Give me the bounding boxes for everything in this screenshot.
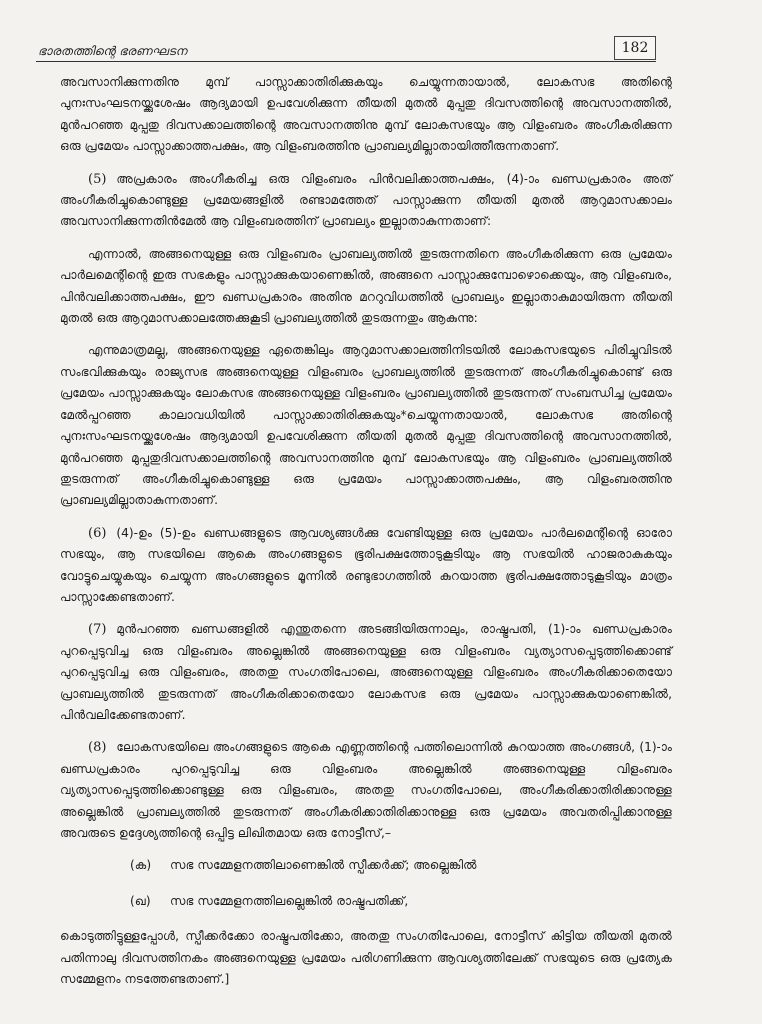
header-divider [36,61,656,62]
clause-5-number: (5) [88,171,107,187]
sub-item-b [130,891,672,912]
sub-item-a [130,855,672,876]
clause-8 [60,737,672,844]
clause-7 [60,619,672,726]
sub-item-b-label: (ഖ) [130,893,151,908]
sub-item-b-text: സഭ സമ്മേളനത്തിലല്ലെങ്കിൽ രാഷ്ട്രപതിക്ക്, [170,893,409,908]
page-number: 182 [614,36,656,60]
paragraph-continued: അവസാനിക്കുന്നതിനു മുമ്പ് പാസ്സാക്കാതിരിക്കുകയും ചെയ്യുന്നതായാൽ, ലോകസഭ അതിന്റെ പുനഃസംഘടനയ്ക്കുശേഷം ആദ്യമായി ഉപവേശിക്കുന്ന തീയതി മുതൽ മുപ്പതു ദിവസത്തിന്റെ അവസാനത്തിൽ, മുൻപറഞ്ഞ മുപ്പതു ദിവസക്കാലത്തിന്റെ അവസാനത്തിനു മുമ്പ് ലോകസഭയും ആ വിളംബരം അംഗീകരിക്കുന്ന ഒരു പ്രമേയം പാസ്സാക്കാത്തപക്ഷം, ആ വിളംബരത്തിനു പ്രാബല്യമില്ലാതായിത്തീരുന്നതാണ്. [60,75,672,154]
clause-8-text: ലോകസഭയിലെ അംഗങ്ങളുടെ ആകെ എണ്ണത്തിന്റെ പത്തിലൊന്നിൽ കുറയാത്ത അംഗങ്ങൾ, (1)-ാം ഖണ്ഡപ്രകാരം പുറപ്പെടുവിച്ച ഒരു വിളംബരം അല്ലെങ്കിൽ അങ്ങനെയുള്ള വിളംബരം വ്യത്യാസപ്പെടുത്തിക്കൊണ്ടുള്ള ഒരു വിളംബരം, അതതു സംഗതിപോലെ, അംഗീകരിക്കാതിരിക്കാനുള്ള അല്ലെങ്കിൽ പ്രാബല്യത്തിൽ തുടരുന്നത് അംഗീകരിക്കാതിരിക്കാനുള്ള ഒരു പ്രമേയം അവതരിപ്പിക്കാനുള്ള അവരുടെ ഉദ്ദേശ്യത്തിന്റെ ഒപ്പിട്ട ലിഖിതമായ ഒരു നോട്ടീസ്,– [60,740,672,840]
running-header-title: ഭാരതത്തിന്റെ ഭരണഘടന [38,44,187,58]
clause-6-number: (6) [88,525,107,541]
clause-5-proviso-2: എന്നുമാത്രമല്ല, അങ്ങനെയുള്ള ഏതെങ്കിലും ആറുമാസക്കാലത്തിനിടയിൽ ലോകസഭയുടെ പിരിച്ചുവിടൽ സംഭവിക്കുകയും രാജ്യസഭ അങ്ങനെയുള്ള വിളംബരം പ്രാബല്യത്തിൽ തുടരുന്നത് അംഗീകരിച്ചുകൊണ്ട് ഒരു പ്രമേയം പാസ്സാക്കുകയും ലോകസഭ അങ്ങനെയുള്ള വിളംബരം പ്രാബല്യത്തിൽ തുടരുന്നത് സംബന്ധിച്ച പ്രമേയം മേൽപ്പറഞ്ഞ കാലാവധിയിൽ പാസ്സാക്കാതിരിക്കുകയും*ചെയ്യുന്നതായാൽ, ലോകസഭ അതിന്റെ പുനഃസംഘടനയ്ക്കുശേഷം ആദ്യമായി ഉപവേശിക്കുന്ന തീയതി മുതൽ മുപ്പതു ദിവസത്തിന്റെ അവസാനത്തിൽ, മുൻപറഞ്ഞ മുപ്പതുദിവസക്കാലത്തിന്റെ അവസാനത്തിനു മുമ്പ് ലോകസഭയും ആ വിളംബരം പ്രാബല്യത്തിൽ തുടരുന്നത് അംഗീകരിച്ചുകൊണ്ടുള്ള ഒരു പ്രമേയം പാസ്സാക്കാത്തപക്ഷം, ആ വിളംബരത്തിനു പ്രാബല്യമില്ലാതാകുന്നതാണ്. [60,343,672,508]
clause-5 [60,169,672,233]
clause-6 [60,523,672,609]
clause-7-text: മുൻപറഞ്ഞ ഖണ്ഡങ്ങളിൽ എന്തുതന്നെ അടങ്ങിയിരുന്നാലും, രാഷ്ട്രപതി, (1)-ാം ഖണ്ഡപ്രകാരം പുറപ്പെടുവിച്ച ഒരു വിളംബരം അല്ലെങ്കിൽ അങ്ങനെയുള്ള ഒരു വിളംബരം വ്യത്യാസപ്പെടുത്തിക്കൊണ്ട് പുറപ്പെടുവിച്ച ഒരു വിളംബരം, അതതു സംഗതിപോലെ, അങ്ങനെയുള്ള വിളംബരം അംഗീകരിക്കാതെയോ പ്രാബല്യത്തിൽ തുടരുന്നത് അംഗീകരിക്കാതെയോ ലോകസഭ ഒരു പ്രമേയം പാസ്സാക്കുകയാണെങ്കിൽ, പിൻവലിക്കേണ്ടതാണ്. [60,622,672,722]
sub-item-a-text: സഭ സമ്മേളനത്തിലാണെങ്കിൽ സ്പീക്കർക്ക്; അല്ലെങ്കിൽ [170,858,477,873]
clause-8-conclusion: കൊടുത്തിട്ടുള്ളപ്പോൾ, സ്പീക്കർക്കോ രാഷ്ട്രപതിക്കോ, അതതു സംഗതിപോലെ, നോട്ടീസ് കിട്ടിയ തീയതി മുതൽ പതിന്നാലു ദിവസത്തിനകം അങ്ങനെയുള്ള പ്രമേയം പരിഗണിക്കുന്ന ആവശ്യത്തിലേക്ക് സഭയുടെ ഒരു പ്രത്യേക സമ്മേളനം നടത്തേണ്ടതാണ്.] [60,929,672,987]
clause-7-number: (7) [88,622,107,638]
document-body [60,72,672,1001]
clause-8-number: (8) [88,740,107,756]
clause-5-text: അപ്രകാരം അംഗീകരിച്ച ഒരു വിളംബരം പിൻവലിക്കാത്തപക്ഷം, (4)-ാം ഖണ്ഡപ്രകാരം അത് അംഗീകരിച്ചുകൊണ്ടുള്ള പ്രമേയങ്ങളിൽ രണ്ടാമത്തേത് പാസ്സാക്കുന്ന തീയതി മുതൽ ആറുമാസക്കാലം അവസാനിക്കുന്നതിൻമേൽ ആ വിളംബരത്തിന് പ്രാബല്യം ഇല്ലാതാകുന്നതാണ്: [60,171,672,229]
sub-item-a-label: (ക) [130,858,152,873]
clause-5-proviso-1: എന്നാൽ, അങ്ങനെയുള്ള ഒരു വിളംബരം പ്രാബല്യത്തിൽ തുടരുന്നതിനെ അംഗീകരിക്കുന്ന ഒരു പ്രമേയം പാർലമെന്റിന്റെ ഇരു സഭകളും പാസ്സാക്കുകയാണെങ്കിൽ, അങ്ങനെ പാസ്സാക്കുമ്പോഴൊക്കെയും, ആ വിളംബരം, പിൻവലിക്കാത്തപക്ഷം, ഈ ഖണ്ഡപ്രകാരം അതിനു മററുവിധത്തിൽ പ്രാബല്യം ഇല്ലാതാകുമായിരുന്ന തീയതി മുതൽ ഒരു ആറുമാസക്കാലത്തേക്കുകൂടി പ്രാബല്യത്തിൽ തുടരുന്നതും ആകുന്നു: [60,246,672,326]
clause-6-text: (4)-ഉം (5)-ഉം ഖണ്ഡങ്ങളുടെ ആവശ്യങ്ങൾക്കു വേണ്ടിയുള്ള ഒരു പ്രമേയം പാർലമെന്റിന്റെ ഓരോ സഭയും, ആ സഭയിലെ ആകെ അംഗങ്ങളുടെ ഭൂരിപക്ഷത്തോടുകൂടിയും ആ സഭയിൽ ഹാജരാകുകയും വോട്ടുചെയ്യുകയും ചെയ്യുന്ന അംഗങ്ങളുടെ മൂന്നിൽ രണ്ടുഭാഗത്തിൽ കുറയാത്ത ഭൂരിപക്ഷത്തോടുകൂടിയും മാത്രം പാസ്സാക്കേണ്ടതാണ്. [60,525,672,604]
